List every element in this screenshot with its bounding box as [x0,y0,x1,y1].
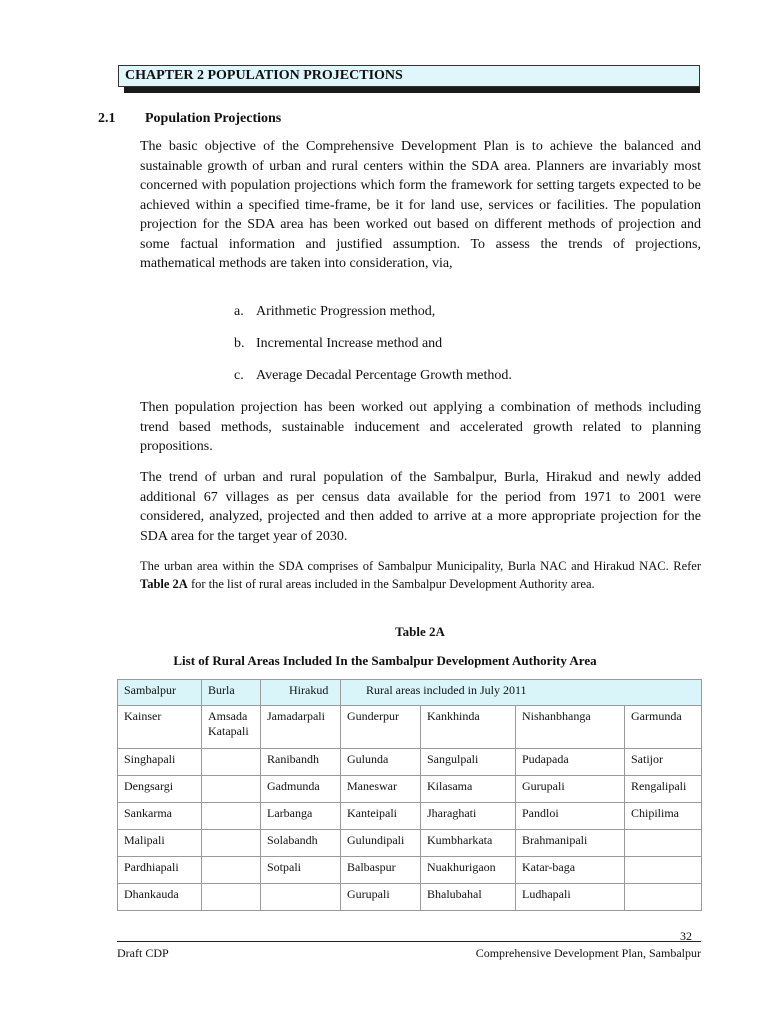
table-cell: Ranibandh [261,749,341,776]
header-cell: Hirakud [261,680,341,706]
method-text: Arithmetic Progression method, [256,304,436,319]
page-number: 32 [680,929,692,943]
table-cell: Katar-baga [516,857,625,884]
table-cell: Rengalipali [625,776,702,803]
method-text: Incremental Increase method and [256,336,443,351]
chapter-title: CHAPTER 2 POPULATION PROJECTIONS [118,65,700,87]
paragraph-trend: The trend of urban and rural population of the Sambalpur, Burla, Hirakud and newly added additional 67 villages as per census data available for the period from 1971 to 2001 were considered, analyzed, projected and then added to arrive at a more appropriate projection for the SDA area for the target year of 2030. [140,470,701,544]
section-title: Population Projections [145,111,282,126]
table-cell [202,749,261,776]
table-cell [202,803,261,830]
method-label: b. [234,336,245,351]
table-cell: Singhapali [118,749,202,776]
table-cell: Garmunda [625,706,702,749]
table-row [118,706,702,749]
table-row [118,776,702,803]
table-row [118,884,702,911]
chapter-heading [118,65,700,93]
table-cell: Solabandh [261,830,341,857]
table-cell: Sankarma [118,803,202,830]
table-cell: Pandloi [516,803,625,830]
method-item-b [234,336,442,352]
method-label: a. [234,304,244,319]
table-cell [625,830,702,857]
table-cell: Jamadarpali [261,706,341,749]
table-cell: Sotpali [261,857,341,884]
table-title: List of Rural Areas Included In the Sambalpur Development Authority Area [173,653,597,668]
table-cell [202,830,261,857]
paragraph-intro: The basic objective of the Comprehensive Development Plan is to achieve the balanced and sustainable growth of urban and rural centers within the SDA area. Planners are invariably most concerned with population projections which form the framework for setting targets expected to be achieved within a specified time-frame, be it for land use, services or facilities. The population projection for the SDA area has been worked out based on different methods of projection and some factual information and justified assumption. To assess the trends of projections, mathematical methods are taken into consideration, via, [140,139,701,271]
table-cell: Dhankauda [118,884,202,911]
table-cell: Gulundipali [341,830,421,857]
header-cell: Sambalpur [118,680,202,706]
table-cell: Larbanga [261,803,341,830]
table-cell: Gulunda [341,749,421,776]
table-row [118,830,702,857]
table-cell: Amsada Katapali [202,706,261,749]
paragraph-combination: Then population projection has been worked out applying a combination of methods including trend based methods, sustainable inducement and accelerated growth related to planning propositions. [140,400,701,454]
table-cell: Brahmanipali [516,830,625,857]
urban-text-1: The urban area within the SDA comprises of Sambalpur Municipality, Burla NAC and Hirakud NAC. Refer [140,559,701,573]
method-item-a [234,304,435,320]
table-cell: Gurupali [341,884,421,911]
table-cell: Jharaghati [421,803,516,830]
table-cell [202,857,261,884]
table-cell: Kainser [118,706,202,749]
table-row [118,803,702,830]
method-label: c. [234,368,244,383]
table-cell [625,884,702,911]
table-cell [625,857,702,884]
urban-text-2: for the list of rural areas included in the Sambalpur Development Authority area. [187,577,595,591]
rural-areas-table [117,679,702,911]
table-cell: Satijor [625,749,702,776]
table-cell: Ludhapali [516,884,625,911]
footer-right: Comprehensive Development Plan, Sambalpur [475,946,701,960]
table-number: Table 2A [395,624,445,639]
table-header-row [118,680,702,706]
header-cell: Burla [202,680,261,706]
table-cell: Kanteipali [341,803,421,830]
table-cell [202,776,261,803]
header-cell: Rural areas included in July 2011 [341,680,702,706]
paragraph-urban-area [140,557,701,593]
method-text: Average Decadal Percentage Growth method. [256,368,512,383]
table-cell: Pardhiapali [118,857,202,884]
table-cell: Balbaspur [341,857,421,884]
table-cell: Sangulpali [421,749,516,776]
footer-divider [117,941,701,942]
table-cell [261,884,341,911]
table-cell [202,884,261,911]
table-cell: Gadmunda [261,776,341,803]
footer-left: Draft CDP [117,946,169,960]
table-cell: Maneswar [341,776,421,803]
table-cell: Dengsargi [118,776,202,803]
table-row [118,749,702,776]
table-cell: Kilasama [421,776,516,803]
table-cell: Kumbharkata [421,830,516,857]
method-item-c [234,368,512,384]
table-cell: Nishanbhanga [516,706,625,749]
table-reference: Table 2A [140,577,188,591]
section-number: 2.1 [98,111,116,126]
table-cell: Gunderpur [341,706,421,749]
table-cell: Bhalubahal [421,884,516,911]
table-cell: Chipilima [625,803,702,830]
table-cell: Pudapada [516,749,625,776]
table-cell: Kankhinda [421,706,516,749]
table-cell: Malipali [118,830,202,857]
table-cell: Gurupali [516,776,625,803]
table-cell: Nuakhurigaon [421,857,516,884]
table-row [118,857,702,884]
